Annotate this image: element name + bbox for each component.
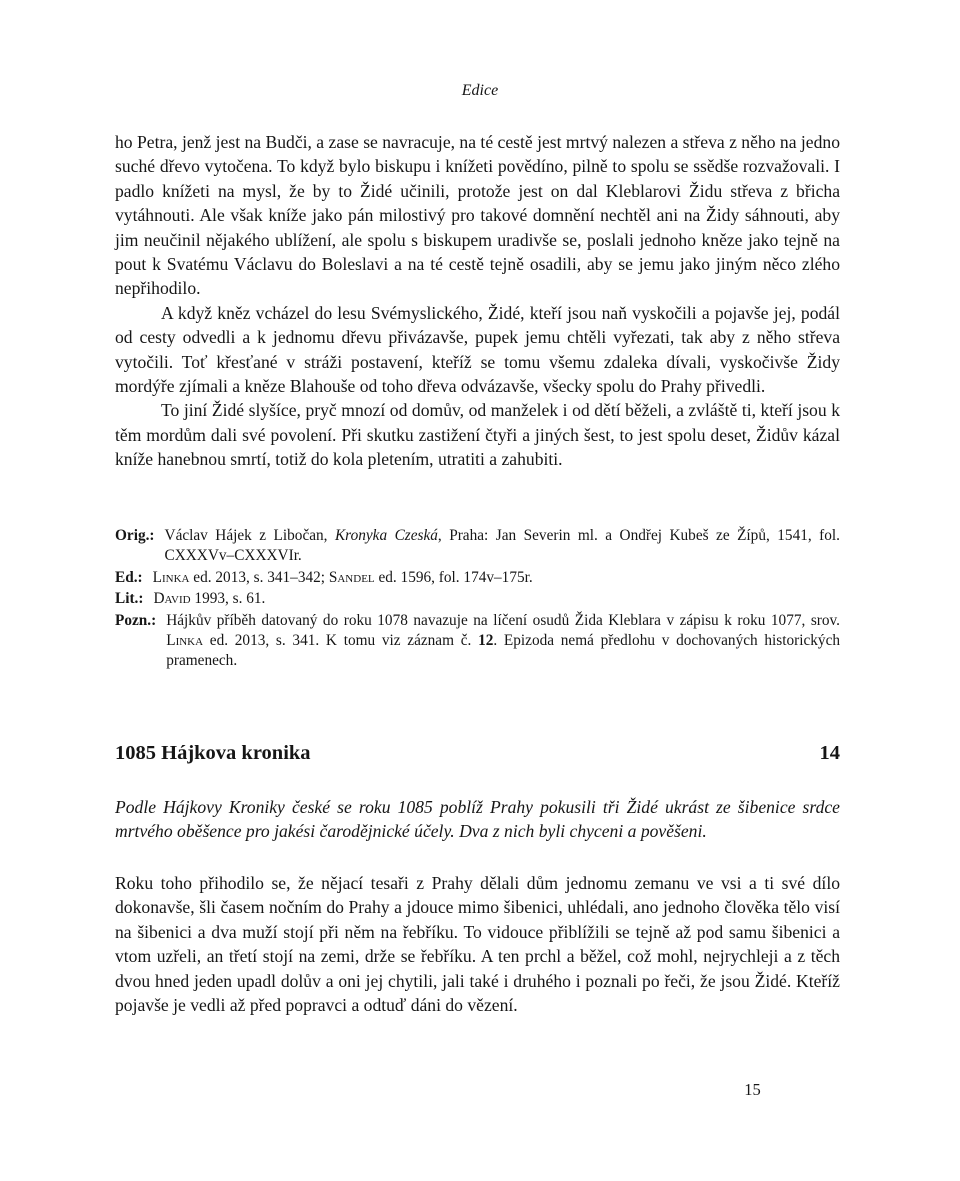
running-head: Edice xyxy=(461,82,499,99)
note-text-part: . Epizoda nemá předlohu v dochovaných historických pramenech. xyxy=(166,632,841,670)
paragraph: To jiní Židé slyšíce, pryč mnozí od domův, od manželek i od dětí běželi, a zvláště ti, kteří jsou k těm mordům dali své povolení. Při skutku zastižení čtyři a jiných šest, to jest spolu deset, Židův kázal kníže hanebnou smrtí, totiž do kola pletením, utratiti a zahubiti. xyxy=(115,400,840,470)
paragraph: A když kněz vcházel do lesu Svémyslického, Židé, kteří jsou naň vyskočili a pojavše jej, podál od cesty odvedli a k jednomu dřevu přivázavše, pupek jemu chtěli vyřezati, tak aby z něho střeva vytočili. Toť křesťané v stráži postavení, kteříž se tomu všemu zdaleka dívali, vyskočivše Židy mordýře zjímali a kněze Blahouše od toho dřeva odvázavše, všecky spolu do Prahy přivedli. xyxy=(115,302,840,397)
note-label: Orig.: xyxy=(115,527,155,544)
note-text xyxy=(165,526,840,567)
note-text xyxy=(166,611,840,672)
note-text-part: 1993, s. 61. xyxy=(190,590,266,608)
paragraph: ho Petra, jenž jest na Budči, a zase se navracuje, na té cestě jest mrtvý nalezen a střeva z něho na jedno suché dřevo vytočena. To když bylo biskupu i knížeti povědíno, pilně to spolu se ssědše rozvažovali. I padlo knížeti na mysl, že by to Židé učinili, protože jest on dal Kleblarovi Židu střeva z břicha vytáhnouti. Ale však kníže jako pán milostivý pro takové domnění nechtěl ani na Židy sáhnouti, aby jim neučinil nějakého ublížení, ale spolu s biskupem uradivše se, poslali jednoho kněze jako tejně na pout k Svatému Václavu do Boleslavi a na té cestě tejně osadili, aby se jemu jako jiným něco zlého nepřihodilo. xyxy=(115,132,840,299)
note-text xyxy=(153,568,840,588)
author-name: Sandel xyxy=(328,568,375,586)
note-text-part: Hájkův příběh datovaný do roku 1078 navazuje na líčení osudů Žida Kleblara v zápisu k roku 1077, srov. xyxy=(166,611,840,629)
body-text-section xyxy=(115,871,840,1017)
note-text xyxy=(153,589,840,609)
note-lit xyxy=(115,589,840,609)
section-number: 14 xyxy=(819,742,840,764)
note-orig xyxy=(115,526,840,567)
apparatus-notes xyxy=(115,526,840,673)
note-text-part: , Praha: Jan Severin ml. a Ondřej Kubeš ze Žípů, 1541, fol. CXXXVv–CXXXVIr. xyxy=(164,527,840,565)
note-text-part: ed. 1596, fol. 174v–175r. xyxy=(374,568,533,586)
note-pozn xyxy=(115,611,840,672)
author-name: Linka xyxy=(152,568,190,586)
note-label: Lit.: xyxy=(115,590,144,608)
section-abstract: Podle Hájkovy Kroniky české se roku 1085 poblíž Prahy pokusili tři Židé ukrást ze šibenice srdce mrtvého oběšence pro jakési čarodějnické účely. Dva z nich byli chyceni a pověšeni. xyxy=(115,797,840,842)
section-title: 1085 Hájkova kronika xyxy=(115,742,311,764)
note-text-part: ed. 2013, s. 341. K tomu viz záznam č. xyxy=(203,632,479,650)
source-title: Kronyka Czeská xyxy=(334,527,438,544)
note-label: Pozn.: xyxy=(115,611,157,629)
record-reference: 12 xyxy=(478,632,494,650)
paragraph: Roku toho přihodilo se, že nějací tesaři z Prahy dělali dům jednomu zemanu ve vsi a ti své dílo dokonavše, šli časem nočním do Prahy a jdouce mimo šibenici, uhlédali, ano jednoho člověka tělo visí na šibenici a dva muží stojí při něm na řebříku. To vidouce přiblížili se tejně až pod samu šibenici a vtom uzřeli, an třetí stojí na zemi, drže se řebříku. A ten prchl a běžel, což mohl, nejrychleji a z těch dvou hned jeden upadl dolův a oni jej chytili, jali také i druhého i poznali po řeči, že jsou Židé. Kteříž pojavše je vedli až před popravci a odtuď dáni do vězení. xyxy=(115,873,840,1016)
note-ed xyxy=(115,568,840,588)
section-heading xyxy=(115,742,840,765)
author-name: Linka xyxy=(166,632,204,650)
note-text-part: Václav Hájek z Libočan, xyxy=(164,527,335,544)
page-number: 15 xyxy=(744,1080,761,1099)
author-name: David xyxy=(153,590,191,608)
note-text-part: ed. 2013, s. 341–342; xyxy=(189,568,329,586)
body-text-continued xyxy=(115,130,840,472)
note-label: Ed.: xyxy=(115,568,143,586)
